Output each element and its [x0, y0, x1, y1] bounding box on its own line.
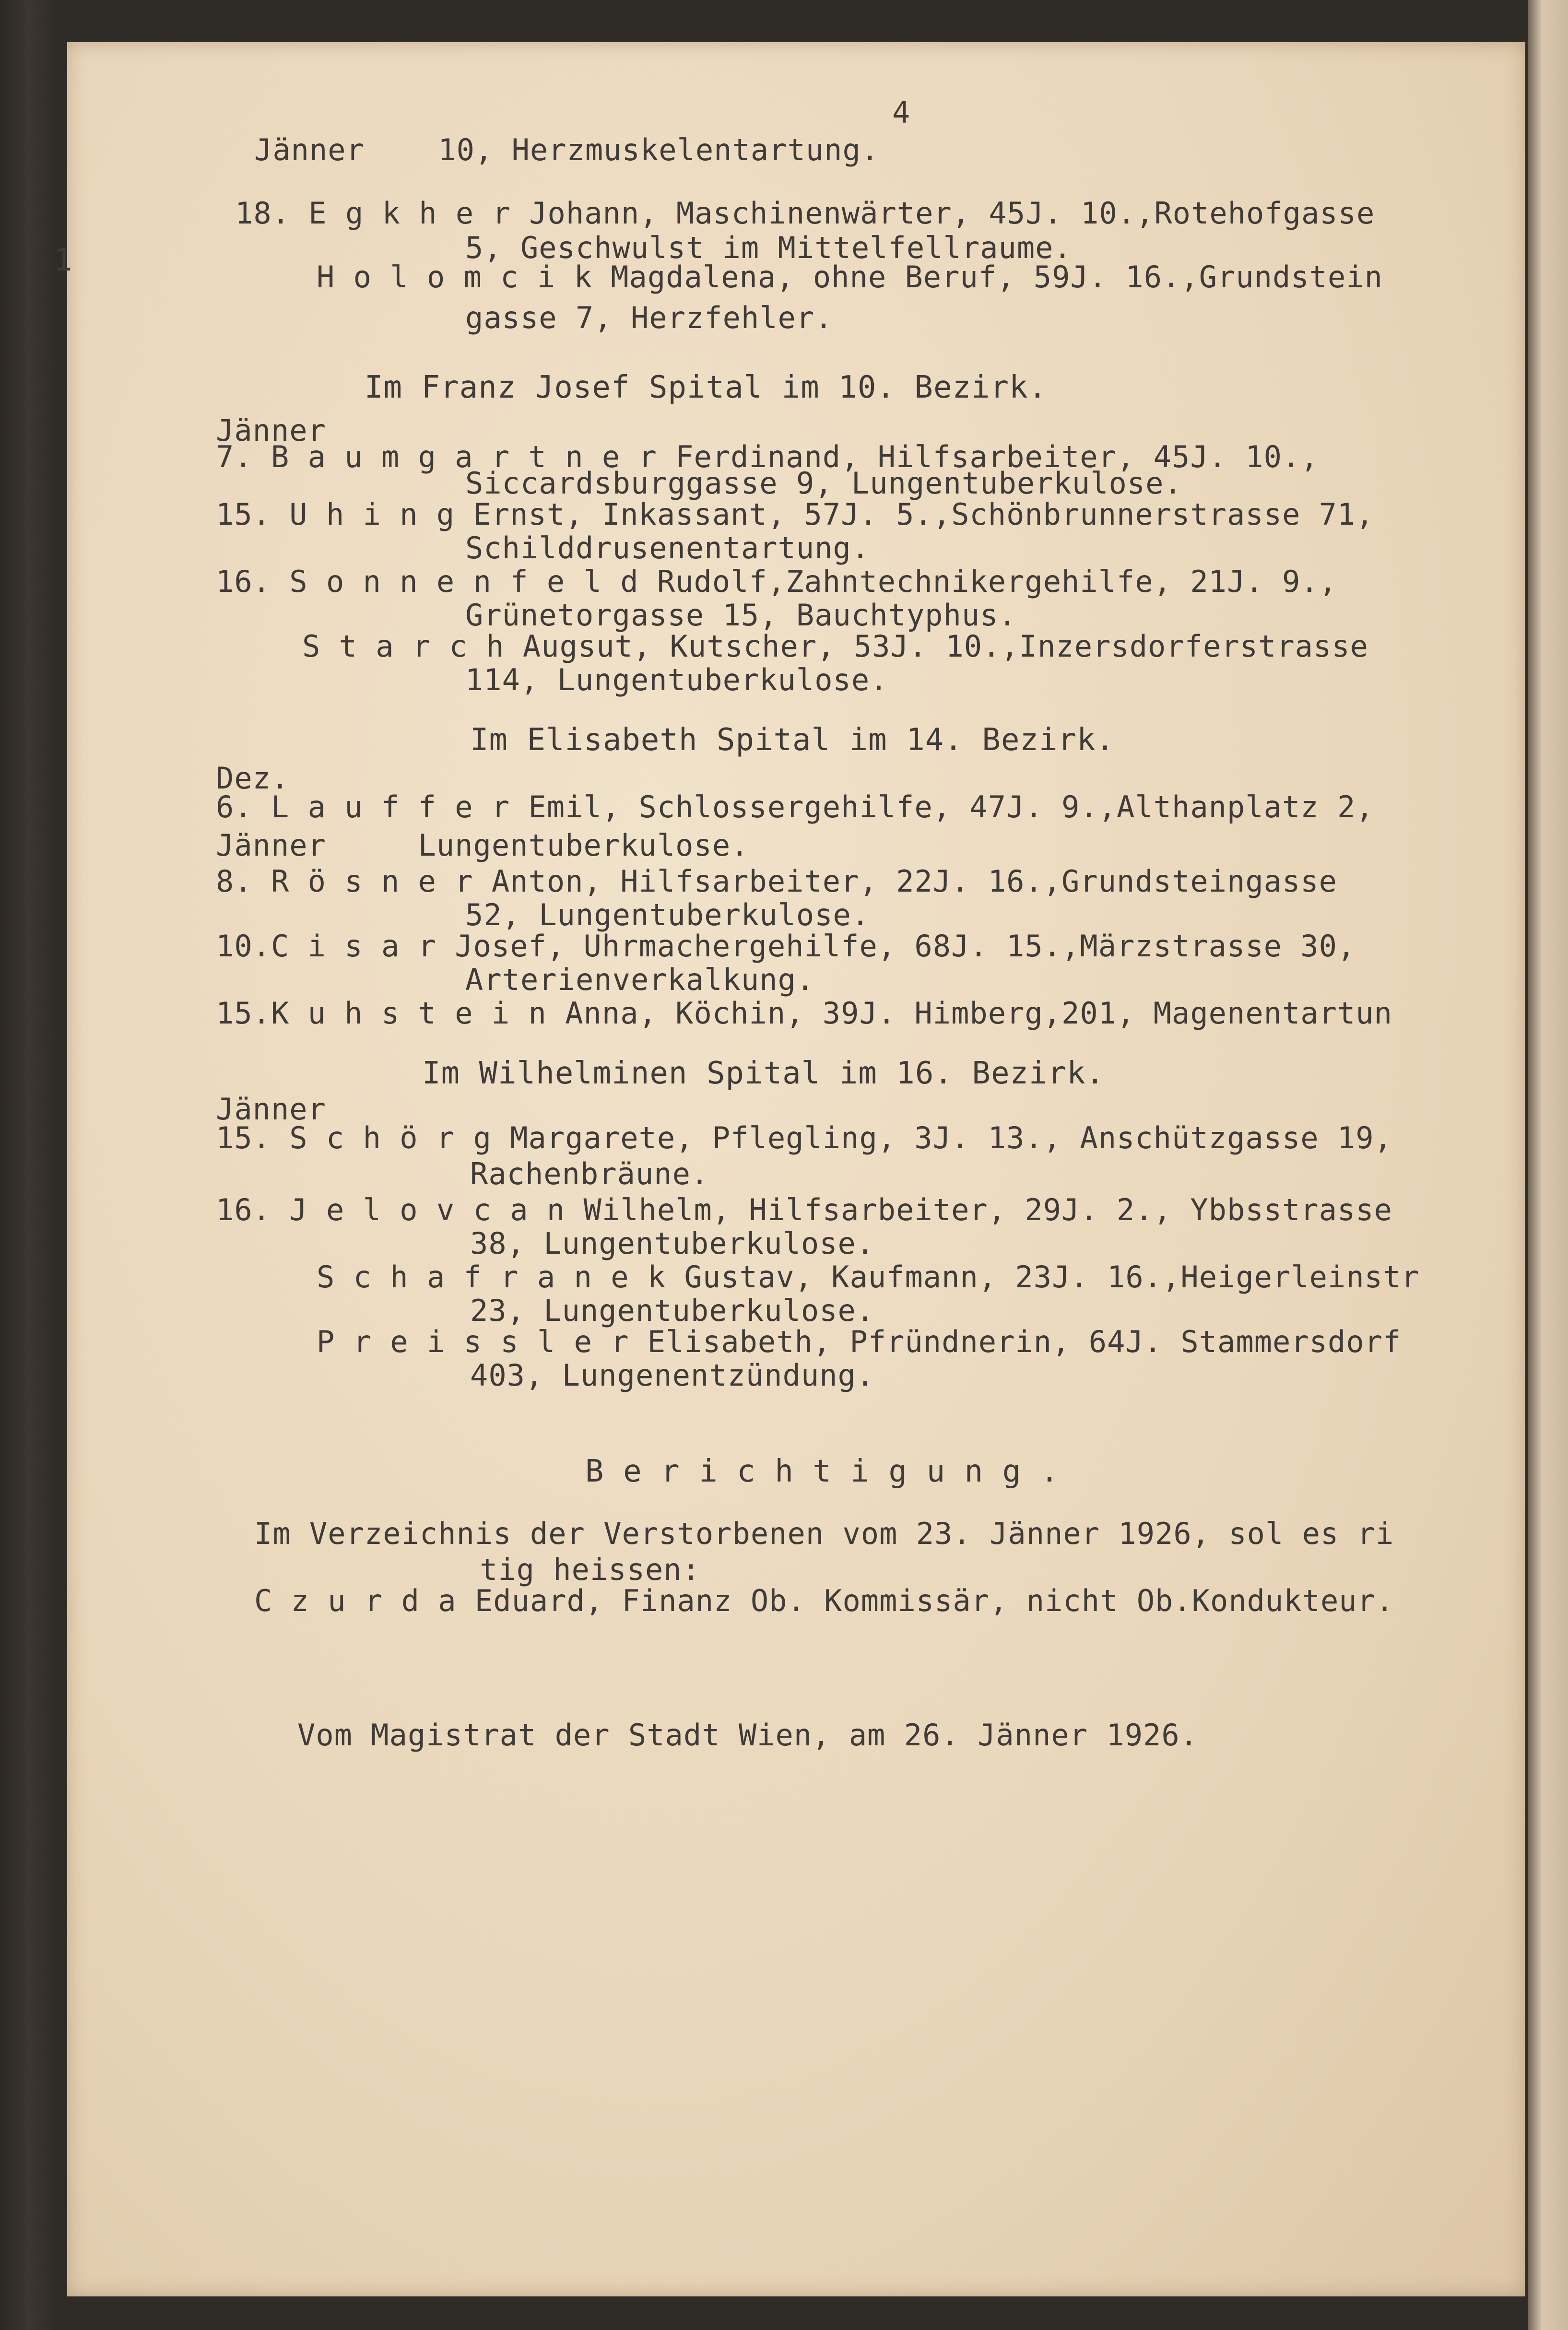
- text-line: 52, Lungentuberkulose.: [465, 897, 870, 932]
- section-heading: B e r i c h t i g u n g .: [585, 1454, 1060, 1489]
- text-line: 15. U h i n g Ernst, Inkassant, 57J. 5.,Schönbrunnerstrasse 71,: [216, 497, 1374, 532]
- text-line: 18. E g k h e r Johann, Maschinenwärter, 45J. 10.,Rotehofgasse: [235, 196, 1375, 231]
- page-number: 4: [892, 95, 910, 130]
- text-line: S t a r c h Augsut, Kutscher, 53J. 10.,Inzersdorferstrasse: [302, 629, 1368, 664]
- text-line: Jänner Lungentuberkulose.: [216, 828, 749, 863]
- text-line: gasse 7, Herzfehler.: [465, 300, 833, 335]
- text-line: Jänner: [216, 413, 326, 448]
- text-line: Jänner 10, Herzmuskelentartung.: [254, 132, 880, 167]
- text-line: 6. L a u f f e r Emil, Schlossergehilfe, 47J. 9.,Althanplatz 2,: [216, 789, 1374, 824]
- text-line: Arterienverkalkung.: [465, 962, 815, 997]
- text-line: Rachenbräune.: [470, 1156, 709, 1191]
- text-line: C z u r d a Eduard, Finanz Ob. Kommissär, nicht Ob.Kondukteur.: [254, 1583, 1394, 1618]
- section-heading: Im Wilhelminen Spital im 16. Bezirk.: [422, 1056, 1105, 1091]
- section-heading: Im Elisabeth Spital im 14. Bezirk.: [470, 722, 1115, 758]
- text-line: Schilddrusenentartung.: [465, 530, 870, 565]
- text-line: 7. B a u m g a r t n e r Ferdinand, Hilfsarbeiter, 45J. 10.,: [216, 439, 1319, 474]
- text-line: Im Verzeichnis der Verstorbenen vom 23. Jänner 1926, sol es ri: [254, 1516, 1394, 1551]
- text-line: 114, Lungentuberkulose.: [465, 662, 888, 697]
- text-line: 23, Lungentuberkulose.: [470, 1293, 875, 1328]
- text-line: P r e i s s l e r Elisabeth, Pfründnerin, 64J. Stammersdorf: [317, 1324, 1402, 1359]
- signature-line: Vom Magistrat der Stadt Wien, am 26. Jänner 1926.: [297, 1718, 1199, 1753]
- text-line: Grünetorgasse 15, Bauchtyphus.: [465, 598, 1017, 633]
- text-line: 403, Lungenentzündung.: [470, 1358, 875, 1393]
- text-line: 38, Lungentuberkulose.: [470, 1226, 875, 1261]
- text-line: Siccardsburggasse 9, Lungentuberkulose.: [465, 466, 1182, 501]
- text-line: 5, Geschwulst im Mittelfellraume.: [465, 230, 1072, 265]
- section-heading: Im Franz Josef Spital im 10. Bezirk.: [365, 370, 1048, 405]
- text-line: H o l o m c i k Magdalena, ohne Beruf, 59J. 16.,Grundstein: [317, 259, 1383, 294]
- text-line: 15. S c h ö r g Margarete, Pflegling, 3J. 13., Anschützgasse 19,: [216, 1120, 1392, 1155]
- text-line: S c h a f r a n e k Gustav, Kaufmann, 23J. 16.,Heigerleinstr: [317, 1259, 1420, 1294]
- document-page: [54, 42, 1525, 2296]
- text-line: 16. S o n n e n f e l d Rudolf,Zahntechnikergehilfe, 21J. 9.,: [216, 564, 1337, 599]
- adjacent-page-edge: [1528, 0, 1568, 2330]
- text-line: Dez.: [216, 761, 290, 796]
- margin-mark: 1: [54, 243, 72, 278]
- text-line: 16. J e l o v c a n Wilhelm, Hilfsarbeiter, 29J. 2., Ybbsstrasse: [216, 1192, 1392, 1227]
- text-line: 15.K u h s t e i n Anna, Köchin, 39J. Himberg,201, Magenentartun: [216, 996, 1392, 1031]
- text-line: Jänner: [216, 1092, 326, 1127]
- text-line: tig heissen:: [480, 1552, 700, 1587]
- text-line: 8. R ö s n e r Anton, Hilfsarbeiter, 22J. 16.,Grundsteingasse: [216, 864, 1337, 899]
- text-line: 10.C i s a r Josef, Uhrmachergehilfe, 68J. 15.,Märzstrasse 30,: [216, 929, 1356, 964]
